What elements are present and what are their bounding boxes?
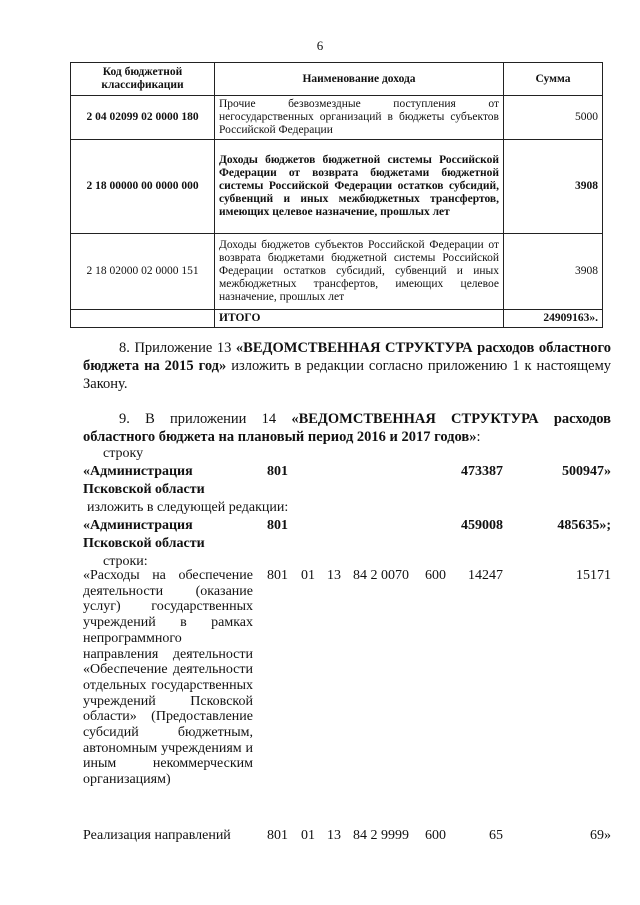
expense-line-1-description: «Расходы на обеспечение деятельности (оказание услуг) государственных учреждений в рамках непрограммного направления деятельности «Обеспечение деятельности отдельных государственных учреждений Псковской области» (Предоставление субсидий бюджетным, автономным учреждениям и иным некоммерческим организациям) [83,568,253,788]
row-sum: 3908 [504,140,603,234]
table-row [71,234,603,310]
table-header-row [71,63,603,96]
paragraph-9: 9. В приложении 14 «ВЕДОМСТВЕННАЯ СТРУКТУРА расходов областного бюджета на плановый период 2016 и 2017 годов»: [83,411,611,445]
page-number: 6 [316,38,324,53]
row-code: 2 04 02099 02 0000 180 [71,96,215,140]
label-stroku: строку [103,446,144,461]
admin-old-row: «Администрация 801 473387 500947» [83,464,611,479]
label-izlozhit: изложить в следующей редакции: [87,500,289,515]
header-code: Код бюджетной классификации [71,63,215,96]
paragraph-8-bold: «ВЕДОМСТВЕННАЯ СТРУКТУРА расходов областного бюджета на 2015 год» [83,340,612,374]
row-name: Прочие безвозмездные поступления от негосударственных организаций в бюджеты субъектов Российской Федерации [215,96,504,140]
admin-old-name2: Псковской области [83,482,205,497]
admin-new-row: «Администрация 801 459008 485635»; [83,518,611,533]
income-table [70,62,603,328]
total-label: ИТОГО [215,310,504,328]
label-stroki: строки: [103,554,148,569]
expense-line-1: 801 01 13 84 2 0070 600 14247 15171 [267,568,611,583]
header-sum: Сумма [504,63,603,96]
paragraph-8: 8. Приложение 13 «ВЕДОМСТВЕННАЯ СТРУКТУРА расходов областного бюджета на 2015 год» изложить в редакции согласно приложению 1 к настоящему Закону. [83,340,612,392]
table-total-row [71,310,603,328]
row-code: 2 18 00000 00 0000 000 [71,140,215,234]
row-code: 2 18 02000 02 0000 151 [71,234,215,310]
row-sum: 3908 [504,234,603,310]
expense-line-2: Реализация направлений 801 01 13 84 2 9999 600 65 69» [83,828,611,843]
header-name: Наименование дохода [215,63,504,96]
admin-new-name2: Псковской области [83,536,205,551]
row-name: Доходы бюджетов субъектов Российской Федерации от возврата бюджетами бюджетной системы Российской Федерации остатков субсидий, субвенций и иных межбюджетных трансфертов, имеющих целевое назначение, прошлых лет [215,234,504,310]
paragraph-9-bold: «ВЕДОМСТВЕННАЯ СТРУКТУРА расходов областного бюджета на плановый период 2016 и 2017 годов» [83,411,611,445]
row-sum: 5000 [504,96,603,140]
total-sum: 24909163». [504,310,603,328]
table-row [71,140,603,234]
row-name: Доходы бюджетов бюджетной системы Российской Федерации от возврата бюджетами бюджетной системы Российской Федерации остатков субсидий, субвенций и иных межбюджетных трансфертов, имеющих целевое назначение, прошлых лет [215,140,504,234]
table-row [71,96,603,140]
